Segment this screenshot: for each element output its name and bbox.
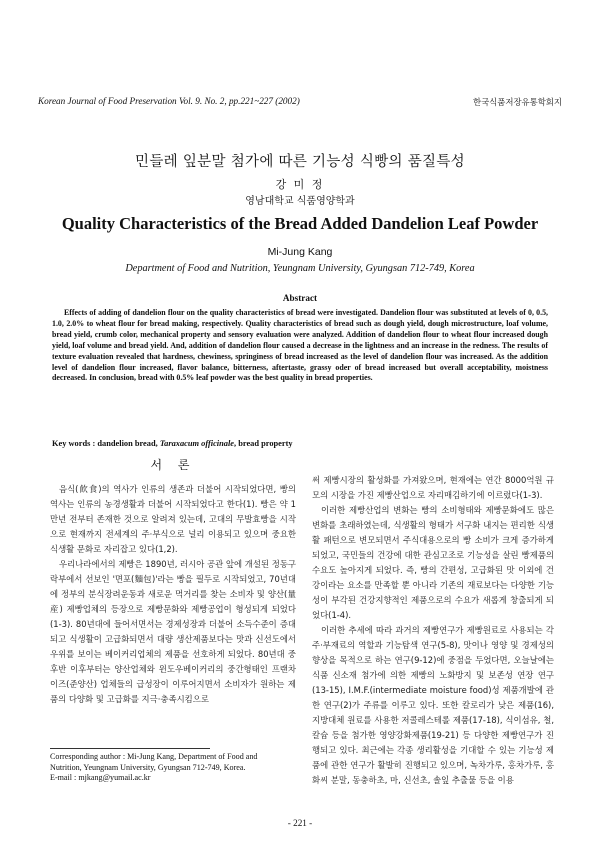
keywords [52, 439, 552, 448]
paragraph: 이러한 제빵산업의 변화는 빵의 소비형태와 제빵문화에도 많은 변화를 초래하였는데, 식생활의 형태가 서구화 내지는 편리한 식생활 패턴으로 변모되면서 주식대용으로의 빵 소비가 크게 증가하게 되었고, 국민들의 건강에 대한 관심고조로 기능성을 살린 빵제품의 수요도 높아지게 되었다. 즉, 빵의 간편성, 고급화된 맛 이외에 건강이라는 요소를 만족할 뿐 아니라 기존의 재료보다는 다양한 기능성이 부각된 건강지향적인 제품으로의 수요가 새롭게 창출되게 되었다(1-4). [312, 505, 554, 620]
society-name: 한국식품저장유통학회지 [473, 97, 562, 107]
affiliation-korean: 영남대학교 식품영양학과 [245, 196, 355, 207]
author-korean: 강 미 정 [275, 178, 325, 191]
left-column [50, 482, 296, 707]
page-number: - 221 - [287, 818, 313, 828]
keywords-label: Key words : [52, 439, 98, 448]
paragraph: 음식(飮食)의 역사가 인류의 생존과 더불어 시작되었다면, 빵의 역사는 인류의 농경생활과 더불어 시작되었다고 한다(1). 빵은 약 1만년 전부터 존재한 것으로 알려져 있는데, 고대의 무발효빵을 시작으로 현재까지 전세계의 주·부식으로 널리 이용되고 있으며 중요한 식생활 문화로 자리잡고 있다(1,2). [50, 484, 296, 554]
abstract-body: Effects of adding of dandelion flour on the quality characteristics of bread were investigated. Dandelion flour was substituted at levels of 0, 0.5, 1.0, 2.0% to wheat flour for bread making, respectively. Quality characteristics of bread such as dough yield, dough microstructure, loaf volume, bread yield, crumb color, mechanical property and sensory evaluation were analyzed. Addition of dandelion flour to wheat flour increased dough yield, loaf volume and bread yield. And, addition of dandelion flour caused a decrease in the lightness and an increase in the redness. The results of texture evaluation revealed that hardness, chewiness, springiness of bread increased as the level of dandelion flour was increased. As the addition level of dandelion flour increased, flavor balance, bitterness, aftertaste, grassy oder of bread increased but overall acceptability, moistness decreased. In conclusion, bread with 0.5% leaf powder was the best quality in bread properties. [52, 308, 548, 383]
correspondence-email: E-mail : mjkang@yumail.ac.kr [50, 773, 151, 782]
paragraph: 써 제빵시장의 활성화를 가져왔으며, 현재에는 연간 8000억원 규모의 시장을 가진 제빵산업으로 자리매김하기에 이르렀다(1-3). [312, 475, 554, 500]
author-english: Mi-Jung Kang [267, 246, 333, 258]
title-english: Quality Characteristics of the Bread Added Dandelion Leaf Powder [61, 214, 539, 233]
keywords-post: , bread property [234, 439, 293, 448]
right-column [312, 473, 554, 788]
section-title-introduction: 서 론 [150, 458, 196, 472]
keywords-pre: dandelion bread, [97, 439, 160, 448]
keywords-species: Taraxacum officinale [159, 439, 235, 448]
correspondence-line: Nutrition, Yeungnam University, Gyungsan 712-749, Korea. [50, 762, 246, 772]
correspondence-line: Corresponding author : Mi-Jung Kang, Department of Food and [50, 752, 258, 761]
journal-citation: Korean Journal of Food Preservation Vol. 9. No. 2, pp.221~227 (2002) [38, 96, 300, 106]
affiliation-english: Department of Food and Nutrition, Yeungnam University, Gyungsan 712-749, Korea [125, 263, 475, 274]
title-korean: 민들레 잎분말 첨가에 따른 기능성 식빵의 품질특성 [135, 154, 465, 170]
paragraph: 우리나라에서의 제빵은 1890년, 러시아 공관 앞에 개설된 정동구락부에서 선보인 '면포(麵包)'라는 빵을 필두로 시작되었고, 70년대에 정부의 분식장려운동과 새로운 먹거리를 찾는 소비자 및 양산(量産) 제빵업체의 등장으로 제빵문화와 제빵공업이 형성되게 되었다(1-3). 80년대에 들어서면서는 경제성장과 더불어 소득수준이 증대되고 식생활이 고급화되면서 대량 생산제품보다는 맛과 신선도에서 우위를 보이는 베이커리업체의 제품을 선호하게 되었다. 80년대 중후반 이후부터는 양산업체와 윈도우베이커리의 중간형태인 프랜차이즈(준양산) 업체들의 급성장이 이루어지면서 소비자가 원하는 제품의 다양화 및 고급화를 지극·충족시킴으로 [50, 559, 296, 704]
paragraph: 이러한 추세에 따라 과거의 제빵연구가 제빵원료로 사용되는 각 주·부재료의 역할과 기능탐색 연구(5-8), 맛이나 영양 및 경제성의 향상을 목적으로 하는 연구(9-12)에 중점을 두었다면, 오늘날에는 식품 신소재 첨가에 의한 제빵의 노화방지 및 보존성 연장 연구(13-15), I.M.F.(intermediate moisture food)성 제품개발에 관한 연구(2)가 주류를 이루고 있다. 또한 칼로리가 낮은 제품(16), 지방대체 원료를 사용한 저콜레스테롤 제품(17-18), 식이섬유, 철, 칼슘 등을 첨가한 영양강화제품(19-21) 등 다양한 제빵연구가 진행되고 있다. 최근에는 각종 생리활성을 기대할 수 있는 기능성 제품에 관한 연구가 활발히 진행되고 있으며, 녹차가루, 홍차가루, 홍화씨 분말, 동충하초, 마, 신선초, 솔잎 추출물 등을 이용 [312, 625, 554, 785]
correspondence-footnote [50, 752, 300, 784]
abstract-heading: Abstract [282, 293, 318, 303]
footnote-divider [50, 748, 210, 749]
